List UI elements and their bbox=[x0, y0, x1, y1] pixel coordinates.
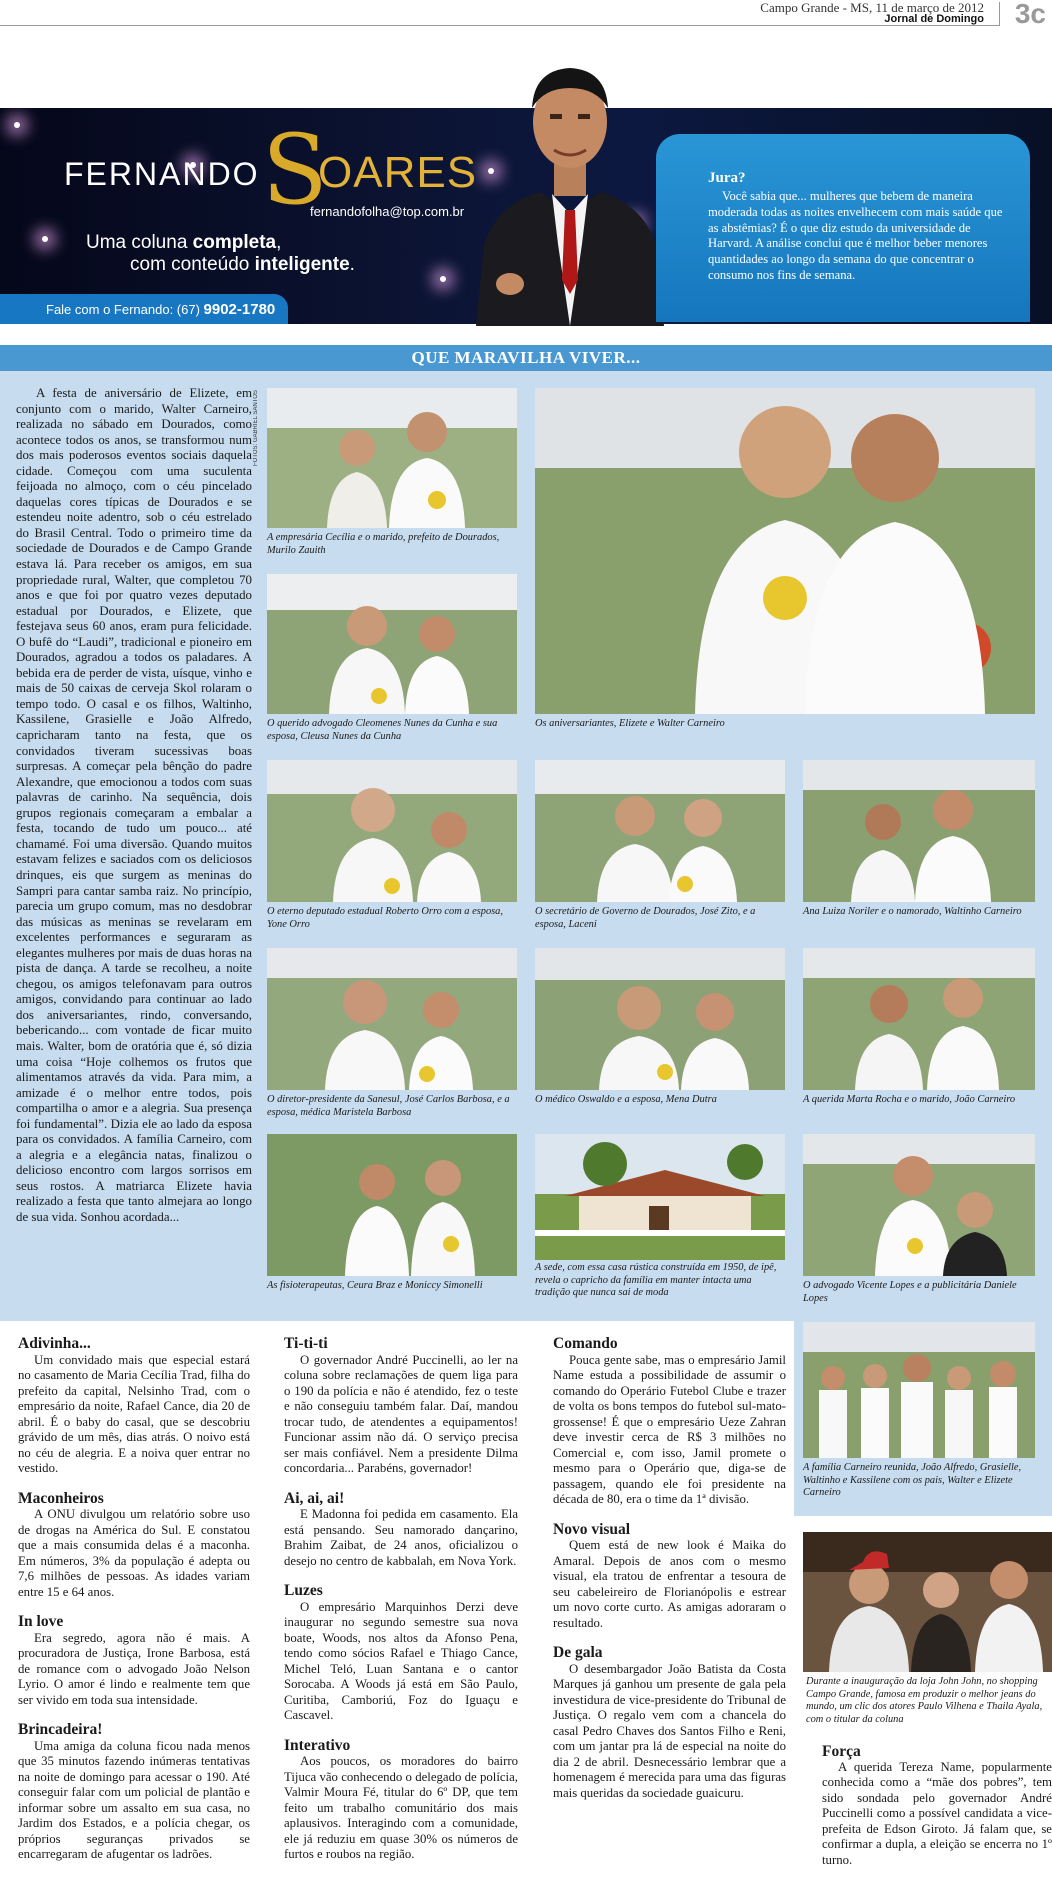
photo-carneiro-family bbox=[803, 1322, 1035, 1458]
caption-14: Durante a inauguração da loja John John, no shopping Campo Grande, famosa em produzir o melhor jeans do mundo, um clic dos atores Paulo Vilhena e Thaila Ayala, com o titular da coluna bbox=[806, 1676, 1043, 1725]
note-text: Pouca gente sabe, mas o empresário Jamil Name estuda a possibilidade de assumir o comando do Operário Futebol Clube e trazer de volta os bons tempos do futebol sul-mato-grossense! É que o empresário Ueze Zahran deve investir cerca de R$ 3 milhões no Comercial e, com isso, Jamil promete o mesmo para o Operário que, diga-se de passagem, quando ele foi presidente na década de 80, era o time da 1ª divisão. bbox=[553, 1352, 786, 1506]
logo-initial: S bbox=[262, 114, 328, 226]
photo-cleomenes-cleusa bbox=[267, 574, 517, 714]
note-heading: Adivinha... bbox=[18, 1335, 91, 1352]
note-text: O governador André Puccinelli, ao ler na coluna sobre reclamações de quem liga para o 190 da polícia e não é atendido, fez o teste e não conseguiu também falar. Daí, mandou trocar tudo, de atendentes a equipamentos! Funcionar assim não dá. O serviço precisa ser mais confiável. Nem a presidente Dilma concordaria... Parabéns, governador! bbox=[284, 1352, 518, 1475]
photo-jose-carlos-maristela bbox=[267, 948, 517, 1090]
note-heading: Ai, ai, ai! bbox=[284, 1489, 345, 1507]
notes-column-4 bbox=[822, 1744, 1052, 1868]
caption-6: Ana Luiza Noriler e o namorado, Waltinho Carneiro bbox=[803, 906, 1022, 917]
caption-5: O secretário de Governo de Dourados, José Zito, e a esposa, Laceni bbox=[535, 906, 756, 930]
sparkle-decoration bbox=[440, 276, 446, 282]
section-title: QUE MARAVILHA VIVER... bbox=[411, 348, 641, 367]
note-text: Um convidado mais que especial estará no casamento de Maria Cecília Trad, filha do prefeito da capital, Nelsinho Trad, com o empresário da noite, Rafael Cance, dia 20 de abril. É o baby do casal, que se descobriu grávido de um mês, dias atrás. O noivo está no céu de alegria. E a noiva quer entrar no vestido. bbox=[18, 1352, 250, 1475]
notes-column-1 bbox=[18, 1336, 250, 1877]
photo-cecilia-murilo bbox=[267, 388, 517, 528]
contact-phone[interactable]: Fale com o Fernando: (67) 9902-1780 bbox=[46, 301, 276, 318]
note-text: Uma amiga da coluna ficou nada menos que 35 minutos fazendo inúmeras tentativas na noite de domingo para acessar o 190. Até conseguir falar com um policial de plantão e informar sobre um assalto em sua casa, no Jardim dos Estados, e a polícia chegar, os próprios seguranças privados se encarregaram de afugentar os ladrões. bbox=[18, 1738, 250, 1861]
caption-9: A querida Marta Rocha e o marido, João Carneiro bbox=[803, 1094, 1016, 1105]
main-article-text: A festa de aniversário de Elizete, em conjunto com o marido, Walter Carneiro, realizada no sábado em Dourados, como acontece todos os anos, se transformou num dos mais poderosos eventos sociais daquela cidade. Começou com uma suculenta feijoada no almoço, com o céu pincelado daquelas cores típicas de Dourados e se estendeu noite adentro, sob o céu estrelado do Brasil Central. Todo o primeiro time da sociedade de Dourados e de Campo Grande estava lá. Para receber os amigos, em sua propriedade rural, Walter, que completou 70 anos e que foi por quatro vezes deputado estadual por Dourados, e Elizete, que festejava seus 60 anos, eram pura felicidade. O bufê do “Laudi”, tradicional e pioneiro em Dourados, agradou a todos os paladares. A bebida era de perder de vista, uísque, vinho e mais de 50 caixas de cerveja Skol rolaram o tempo todo. O casal e os filhos, Waltinho, Kassilene, Grasielle e João Alfredo, capricharam tanto na festa, que os convidados tiveram sucessivas boas surpresas. A começar pela bênção do padre Alexandre, que emocionou a todos com suas palavras de carinho. Na sequência, dois grupos regionais começaram a embalar a festa, tocando de tudo um pouco... até chamamé. Foi uma diversão. Quando muitos estavam felizes e saciados com os deliciosos drinques, eis que surgem as meninas do Sampri para cantar samba raiz. No princípio, parecia um grupo comum, mas no desdobrar das músicas as meninas se revelaram em excelentes performances e seguraram as elegantes mulheres por mais de duas horas na pista de dança. A tarde se recolheu, a noite chegou, os amigos telefonavam para outros amigos, convidando para continuar ao lado dos aniversariantes, rindo, conversando, bebericando... com vontade de ficar muito mais. Walter, bom de oratória que é, só dizia uma coisa “Hoje colhemos os frutos que alimentamos através da vida. Para mim, a amizade é o melhor entre todos, pois compartilha o amor e a alegria. Sua presença foi fundamental”. Dizia ele ao lado da esposa para os convidados. A família Carneiro, com a alegria e a elegância natas, finalizou o delicioso encontro com largos sorrisos em seus rostos. A matriarca Elizete havia realizado a festa que tanto almejara ao longo de sua vida. Sonhou acordada... bbox=[16, 386, 252, 1224]
dateline: Campo Grande - MS, 11 de março de 2012 bbox=[760, 0, 984, 15]
photo-ceura-moniccy bbox=[267, 1134, 517, 1276]
logo-last-name: OARES bbox=[318, 148, 478, 197]
notes-column-3 bbox=[553, 1336, 786, 1815]
main-article bbox=[16, 386, 252, 1226]
note-heading: Interativo bbox=[284, 1736, 351, 1754]
caption-10: As fisioterapeutas, Ceura Braz e Moniccy Simonelli bbox=[267, 1280, 483, 1291]
columnist-portrait bbox=[470, 44, 670, 326]
note-heading: Ti-ti-ti bbox=[284, 1335, 328, 1352]
jura-box bbox=[656, 134, 1030, 322]
page-number: 3c bbox=[1014, 0, 1046, 29]
photo-roberto-yone bbox=[267, 760, 517, 902]
note-heading: In love bbox=[18, 1613, 64, 1630]
photo-oswaldo-mena bbox=[535, 948, 785, 1090]
caption-12: O advogado Vicente Lopes e a publicitária Daniele Lopes bbox=[803, 1280, 1017, 1304]
sparkle-decoration bbox=[42, 236, 48, 242]
newspaper-name: Jornal de Domingo bbox=[884, 13, 984, 25]
note-text: E Madonna foi pedida em casamento. Ela está pensando. Seu namorado dançarino, Brahim Zaibat, de 24 anos, oficializou o desejo no centro de kabbalah, em Nova York. bbox=[284, 1507, 518, 1568]
contact-bar bbox=[0, 294, 288, 324]
tagline-line-1: Uma coluna completa, bbox=[86, 232, 282, 253]
photo-rustic-house bbox=[535, 1134, 785, 1260]
photo-jose-zito-laceni bbox=[535, 760, 785, 902]
page-header bbox=[0, 0, 1052, 30]
note-heading: Comando bbox=[553, 1335, 618, 1352]
caption-13: A família Carneiro reunida, João Alfredo, Grasielle, Waltinho e Kassilene com os pais, Walter e Elizete Carneiro bbox=[803, 1462, 1022, 1498]
photo-elizete-walter bbox=[535, 388, 1035, 714]
header-divider bbox=[999, 2, 1000, 26]
note-text: A ONU divulgou um relatório sobre uso de drogas na América do Sul. E constatou que a mais consumida delas é a maconha. Em números, 3% da população é adepta ou 7,6 milhões de pessoas. As idades variam entre 15 e 64 anos. bbox=[18, 1507, 250, 1599]
note-heading: Novo visual bbox=[553, 1520, 631, 1538]
caption-3: Os aniversariantes, Elizete e Walter Carneiro bbox=[535, 718, 725, 729]
note-text: Era segredo, agora não é mais. A procuradora de Justiça, Irone Barbosa, está de romance com o advogado João Nelson Lyrio. O amor é lindo e realmente tem que ser vivido em toda sua intensidade. bbox=[18, 1630, 250, 1707]
note-heading: Brincadeira! bbox=[18, 1721, 103, 1738]
note-text: Quem está de new look é Maika do Amaral. Depois de anos com o mesmo visual, ela tratou de enfrentar a tesoura de seu cabeleireiro de Florianópolis e estrear um novo corte curto. As amigas adoraram o resultado. bbox=[553, 1538, 786, 1630]
caption-4: O eterno deputado estadual Roberto Orro com a esposa, Yone Orro bbox=[267, 906, 503, 930]
caption-1: A empresária Cecília e o marido, prefeito de Dourados, Murilo Zauith bbox=[267, 532, 500, 556]
logo-first-name: FERNANDO bbox=[64, 156, 260, 192]
header-rule bbox=[0, 25, 1000, 26]
caption-8: O médico Oswaldo e a esposa, Mena Dutra bbox=[535, 1094, 717, 1105]
note-text: A querida Tereza Name, popularmente conhecida como a “mãe dos pobres”, tem sido sondada pelo governador André Puccinelli como a possível candidata a vice-prefeita de Edson Giroto. Já falam que, se confirmar a dupla, a eleição se encerra no 1º turno. bbox=[822, 1759, 1052, 1867]
note-heading: Maconheiros bbox=[18, 1489, 104, 1507]
note-heading: De gala bbox=[553, 1644, 603, 1661]
note-text: O desembargador João Batista da Costa Marques já ganhou um presente de gala pela investidura de vice-presidente do Tribunal de Justiça. O regalo vem com a chancela do casal Pedro Chaves dos Santos Filho e Reni, com um jantar pra lá de especial na noite do dia 2 de abril. Desnecessário lembrar que a homenagem é merecida para uma das figuras mais queridas da sociedade guaicuru. bbox=[553, 1661, 786, 1800]
note-text: Aos poucos, os moradores do bairro Tijuca vão conhecendo o delegado de polícia, Valmir Moura Fé, titular do 6º DP, que tem feito um trabalho comunitário dos mais aplausivos. Interagindo com a comunidade, ele já reduziu em quase 30% os números de furtos e roubos na região. bbox=[284, 1754, 518, 1861]
caption-7: O diretor-presidente da Sanesul, José Carlos Barbosa, e a esposa, médica Maristela Barbosa bbox=[267, 1094, 510, 1118]
photo-john-john-store bbox=[803, 1532, 1052, 1672]
photo-vicente-daniele bbox=[803, 1134, 1035, 1276]
notes-column-2 bbox=[284, 1336, 518, 1877]
photo-marta-joao bbox=[803, 948, 1035, 1090]
tagline-line-2: com conteúdo inteligente. bbox=[130, 254, 355, 275]
section-title-bar bbox=[0, 345, 1052, 371]
jura-title: Jura? bbox=[708, 170, 746, 186]
note-text: O empresário Marquinhos Derzi deve inaugurar no segundo semestre sua nova boate, Woods, nos altos da Afonso Pena, tendo como sócios Rafael e Thiago Cance, Michel Teló, Luan Santana e o cantor Sorocaba. A Woods já está em São Paulo, Curitiba, Camboriú, Foz do Iguaçu e Cascavel. bbox=[284, 1599, 518, 1722]
note-heading: Força bbox=[822, 1743, 861, 1760]
note-heading: Luzes bbox=[284, 1582, 323, 1599]
caption-11: A sede, com essa casa rústica construída em 1950, de ipê, revela o capricho da família em manter intacta uma tradição que nunca sai de moda bbox=[535, 1262, 777, 1298]
caption-2: O querido advogado Cleomenes Nunes da Cunha e sua esposa, Cleusa Nunes da Cunha bbox=[267, 718, 498, 742]
column-email[interactable]: fernandofolha@top.com.br bbox=[310, 204, 465, 219]
photo-ana-luiza-waltinho bbox=[803, 760, 1035, 902]
sparkle-decoration bbox=[14, 122, 20, 128]
jura-text: Você sabia que... mulheres que bebem de maneira moderada todas as noites envelhecem com mais saúde que as abstêmias? É o que diz estudo da universidade de Harvard. A análise conclui que é melhor beber menores quantidades ao longo da semana do que concentrar o consumo nos fins de semana. bbox=[708, 189, 1003, 282]
photo-credit: FOTOS: GABRIEL SANTOS bbox=[253, 390, 259, 466]
